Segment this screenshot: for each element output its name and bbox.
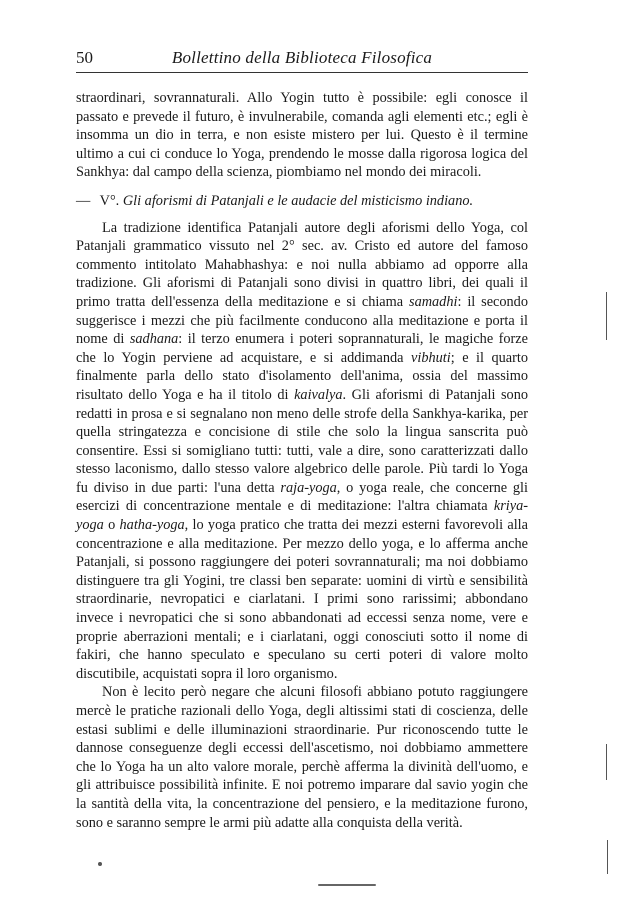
scan-edge-mark (606, 744, 607, 780)
scan-edge-mark (607, 840, 608, 874)
section-heading (76, 192, 528, 211)
body-text (76, 89, 528, 832)
section-number: V°. (99, 192, 120, 209)
paragraph-3: Non è lecito però negare che alcuni filosofi abbiano potuto raggiungere mercè le pratiche razionali dello Yoga, degli altissimi stati di coscienza, delle estasi sublimi e delle illuminazioni straordinarie. Pur riconoscendo tutte le dannose conseguenze degli eccessi dell'ascetismo, noi dobbiamo ammettere che lo Yoga ha un alto valore morale, perchè afferma la divinità dell'uomo, e gli attribuisce possibilità infinite. E noi potremo imparare dal savio yogin che la santità della vita, la concentrazione del pensiero, e la meditazione furono, sono e saranno sempre le armi più adatte alla conquista della verità. (76, 684, 528, 831)
scan-dot (98, 862, 102, 866)
paragraph-2-text: : il terzo enumera i poteri soprannaturali, le magiche forze che lo Yogin perviene ad acquistare, e si addimanda (76, 331, 528, 366)
page-number: 50 (76, 48, 93, 67)
page-header (76, 48, 528, 72)
term-sadhana: sadhana (129, 331, 179, 348)
term-samadhi: samadhi (409, 293, 458, 310)
paragraph-2-text: , lo yoga pratico che tratta dei mezzi esterni favorevoli alla concentrazione e alla meditazione. Per mezzo dello yoga, e lo afferma anche Patanjali, si possono raggiungere dei poteri sovrannaturali; ma noi dobbiamo distinguere tra gli Yogini, tre classi ben separate: uomini di virtù e sensibilità straordinarie, nevropatici e ciarlatani. I primi sono rarissimi; abbondano invece i nevropatici che si sono abbandonati ad eccessi senza nome, vere e proprie aberrazioni mentali; e i ciarlatani, oggi conosciuti sotto il nome di fakiri, che hanno speculato e speculano su certi poteri di valore molto discutibile, acquistati sopra il loro organismo. (76, 517, 528, 682)
paragraph-1: straordinari, sovrannaturali. Allo Yogin tutto è possibile: egli conosce il passato e prevede il futuro, è invulnerabile, comanda agli elementi etc.; egli è insomma un dio in terra, e non esiste mistero per lui. Questo è il termine ultimo a cui ci conduce lo Yoga, prendendo le mosse dalla rigorosa logica del Sankhya: dal campo della scienza, piombiamo nel mondo dei miracoli. (76, 90, 528, 181)
paragraph-2-text: : il secondo suggerisce i mezzi che più facilmente conducono alla meditazione e porta il nome di (76, 293, 528, 348)
header-rule (76, 72, 528, 73)
paragraph-2-text: ; e il quarto finalmente parla dello stato d'isolamento dell'anima, ossia del massimo risultato dello Yoga e ha il titolo di (76, 349, 528, 403)
term-vibhuti: vibhuti (411, 349, 451, 366)
term-raja-yoga: raja-yoga (280, 479, 337, 496)
paragraph-2-text: o (103, 517, 120, 534)
running-title: Bollettino della Biblioteca Filosofica (171, 48, 433, 67)
scan-smudge (318, 884, 376, 886)
section-dash: — (76, 192, 91, 209)
term-kaivalya: kaivalya (294, 386, 343, 403)
term-kriya-yoga: kriya-yoga (76, 498, 528, 534)
term-hatha-yoga: hatha-yoga (119, 517, 185, 534)
paragraph-2 (76, 219, 528, 684)
section-title: Gli aforismi di Patanjali e le audacie del misticismo indiano. (122, 192, 474, 209)
scan-edge-mark (606, 292, 607, 340)
paragraph-2-text: . Gli aforismi di Patanjali sono redatti in prosa e si segnalano non meno delle strofe della Sankhya-karika, per quella stringatezza e concisione di stile che solo la lingua sanscrita può consentire. Essi si somigliano tutti: tutti, vale a dire, sono caratterizzati dallo stesso laconismo, dallo stesso valore algebrico delle parole. Più tardi lo Yoga fu diviso in due parti: l'una detta (76, 386, 528, 496)
paragraph-2-text: , o yoga reale, che concerne gli esercizi di concentrazione mentale e di meditazione: l'altra chiamata (76, 479, 528, 515)
paragraph-2-text: La tradizione identifica Patanjali autore degli aforismi dello Yoga, col Patanjali grammatico vissuto nel 2° sec. av. Cristo ed autore del famoso commento intitolato Mahabhashya: e noi nulla abbiamo ad opporre alla tradizione. Gli aforismi di Patanjali sono divisi in quattro libri, dei quali il primo tratta dell'essenza della meditazione e si chiama (76, 219, 528, 310)
